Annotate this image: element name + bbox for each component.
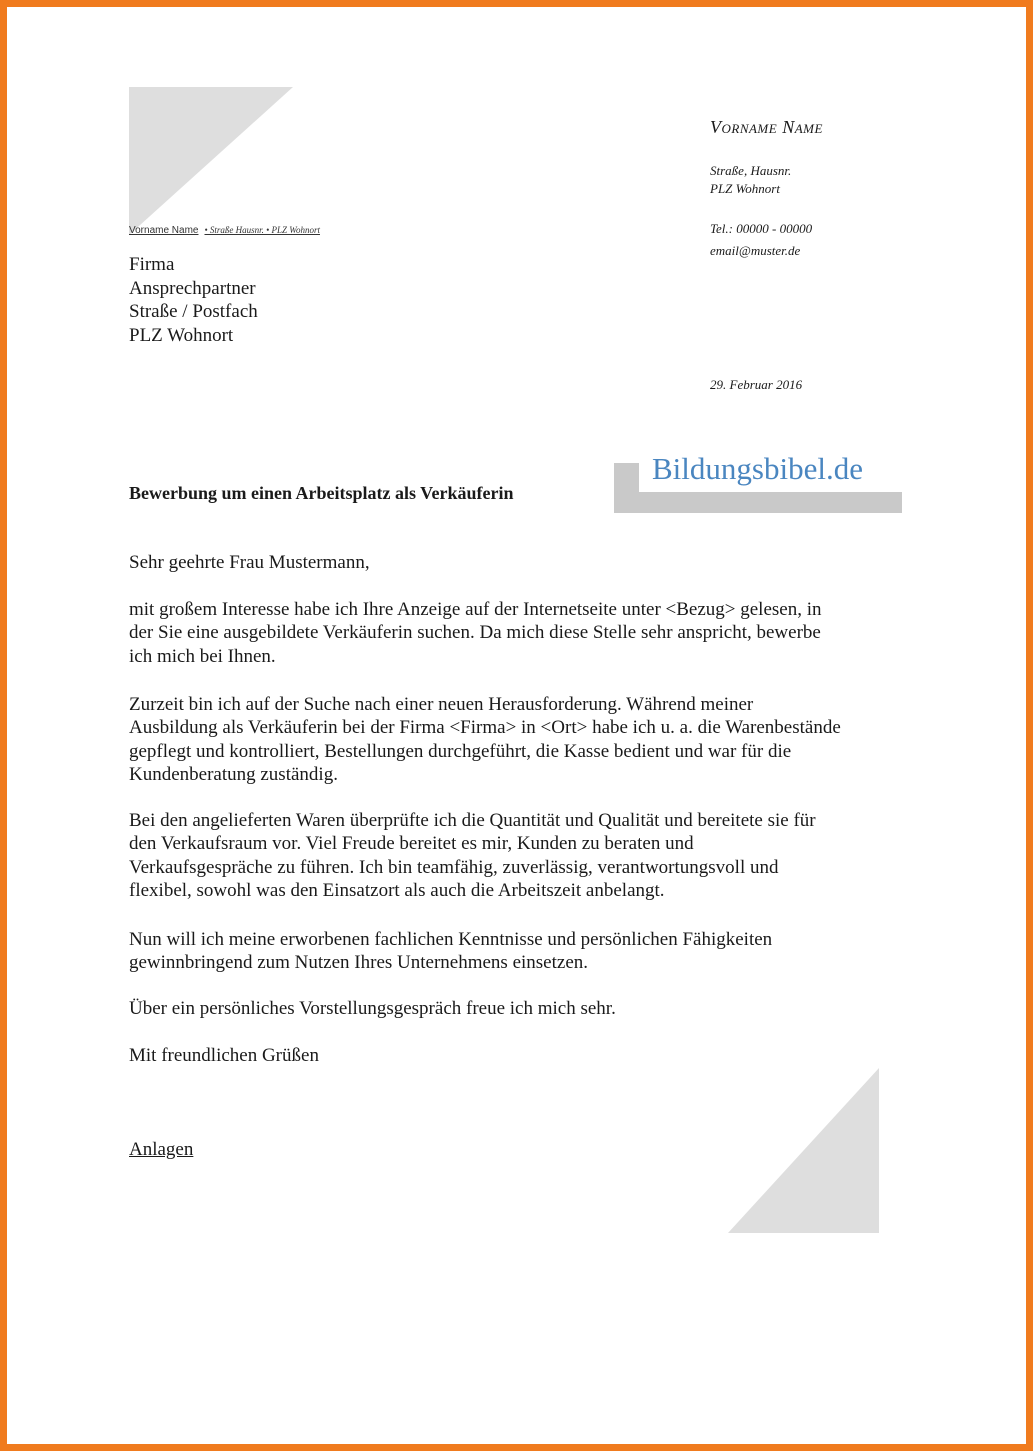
decor-triangle-bottom <box>728 1068 880 1234</box>
recipient-contact: Ansprechpartner <box>129 277 256 299</box>
paragraph-line: mit großem Interesse habe ich Ihre Anzeige auf der Internetseite unter <Bezug> gelesen, in <box>129 599 822 620</box>
paragraph-line: gepflegt und kontrolliert, Bestellungen durchgeführt, die Kasse bedient und war für die <box>129 740 792 762</box>
sender-return-address: • Straße Hausnr. • PLZ Wohnort <box>204 225 320 235</box>
paragraph-1 <box>129 598 909 668</box>
paragraph-line: Verkaufsgespräche zu führen. Ich bin teamfähig, zuverlässig, verantwortungsvoll und <box>129 856 779 878</box>
recipient-address <box>129 253 258 347</box>
paragraph-3 <box>129 809 909 902</box>
paragraph-line: Kundenberatung zuständig. <box>129 763 338 785</box>
letter-date: 29. Februar 2016 <box>710 377 803 392</box>
recipient-street: Straße / Postfach <box>129 301 258 322</box>
paragraph-4 <box>129 928 909 975</box>
sender-return-line <box>129 225 320 236</box>
paragraph-line: Bei den angelieferten Waren überprüfte ich die Quantität und Qualität und bereitete sie für <box>129 810 816 831</box>
paragraph-line: gewinnbringend zum Nutzen Ihres Unternehmens einsetzen. <box>129 952 589 974</box>
sender-contact <box>710 218 812 262</box>
paragraph-line: Ausbildung als Verkäuferin bei der Firma <Firma> in <Ort> habe ich u. a. die Warenbestände <box>129 717 841 739</box>
letter-closing: Mit freundlichen Grüßen <box>129 1045 319 1066</box>
attachments-label: Anlagen <box>129 1139 194 1160</box>
decor-triangle-top <box>129 87 295 237</box>
paragraph-line: Nun will ich meine erworbenen fachlichen Kenntnisse und persönlichen Fähigkeiten <box>129 929 773 950</box>
sender-email: email@muster.de <box>710 243 801 258</box>
brand-watermark: Bildungsbibel.de <box>652 451 863 486</box>
letter-subject: Bewerbung um einen Arbeitsplatz als Verkäuferin <box>129 483 514 503</box>
sender-city: PLZ Wohnort <box>710 181 780 196</box>
paragraph-line: der Sie eine ausgebildete Verkäuferin suchen. Da mich diese Stelle sehr anspricht, bewerbe <box>129 622 821 644</box>
recipient-company: Firma <box>129 254 175 275</box>
letter-greeting: Sehr geehrte Frau Mustermann, <box>129 552 370 573</box>
paragraph-line: ich mich bei Ihnen. <box>129 645 276 667</box>
paragraph-line: flexibel, sowohl was den Einsatzort als auch die Arbeitszeit anbelangt. <box>129 879 665 901</box>
sender-phone: Tel.: 00000 - 00000 <box>710 221 813 236</box>
paragraph-line: Zurzeit bin ich auf der Suche nach einer neuen Herausforderung. Während meiner <box>129 694 754 715</box>
paragraph-line: Über ein persönliches Vorstellungsgespräch freue ich mich sehr. <box>129 998 616 1019</box>
sender-address <box>710 162 791 198</box>
paragraph-2 <box>129 693 909 786</box>
sender-return-name: Vorname Name <box>129 225 199 236</box>
paragraph-5 <box>129 997 909 1020</box>
recipient-city: PLZ Wohnort <box>129 324 234 346</box>
paragraph-line: den Verkaufsraum vor. Viel Freude bereitet es mir, Kunden zu beraten und <box>129 833 694 855</box>
sender-street: Straße, Hausnr. <box>710 163 792 178</box>
sender-name: Vorname Name <box>710 117 823 137</box>
